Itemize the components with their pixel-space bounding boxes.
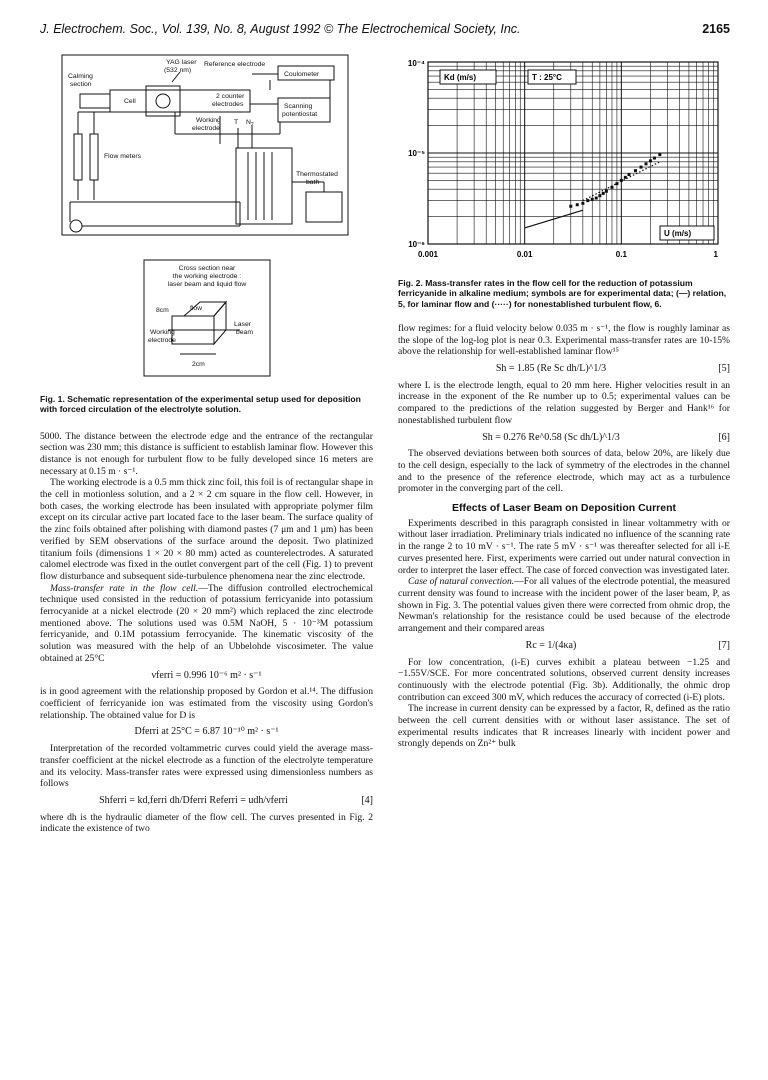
fig2-caption: Fig. 2. Mass-transfer rates in the flow cell for the reduction of potassium ferricyanide in alkaline medium; symbols are for experimental data; (—) relation, 5, for laminar flow and (·····) for nonestablished turbulent flow, 6. [398,277,727,309]
equation-7 [398,640,730,652]
x-tick-label: 1 [713,250,718,259]
data-point [602,192,605,195]
chart-ylabel: Kd (m/s) [444,73,476,82]
fig1-working-electrode-label: electrode [192,125,220,132]
y-tick-label: 10⁻⁶ [408,240,425,249]
data-point [598,194,601,197]
y-tick-label: 10⁻⁴ [407,59,425,68]
fig1-cs-line2: the working electrode : [172,273,242,280]
left-paragraph-3 [40,583,373,665]
running-header [40,22,730,36]
left-paragraph-4: is in good agreement with the relationship proposed by Gordon et al.¹⁴. The diffusion coefficient of ferricyanide ion was estimated from the viscosity using Gordon's relationship. The obtained value for D is [40,686,373,721]
equation-diffusion-expr: Dferri at 25°C = 6.87 10⁻¹⁰ m² · s⁻¹ [134,726,279,738]
right-paragraph-4: Experiments described in this paragraph consisted in linear voltammetry with or without laser irradiation. Preliminary trials indicated no influence of the scanning rate in the range 2 to 10 mV · s⁻¹. The rate 5 mV · s⁻¹ was thereafter selected for all i-E curves presented here. First, experiments were carried out under natural convection in order to interpret the laser effect. The case of forced convection was investigated later. [398,517,730,576]
right-paragraph-5-text: —For all values of the electrode potential, the measured current density was found to increase with the incident power of the laser beam, P, as shown in Fig. 3. The potential values given there were corrected from ohmic drop, the Newman's relationship for the resistance could be used because of the electrode arrangement and their compared areas [398,576,730,635]
fig1-flow-label: flow [190,305,203,312]
right-column [398,52,730,750]
fig1-2cm-label: 2cm [192,361,205,368]
section-heading: Effects of Laser Beam on Deposition Current [451,502,677,515]
fig1-yag-label: YAG laser [166,59,197,66]
fig1-cs-line3: laser beam and liquid flow [167,281,247,288]
fig1-flow-meters-label: Flow meters [104,153,142,160]
fig1-beam-label: beam [236,329,254,336]
data-point [569,205,572,208]
x-tick-label: 0.01 [516,250,533,259]
fig1-n2-label: $N_2$ [246,119,254,128]
y-tick-label: 10⁻⁵ [408,149,425,158]
data-point [658,153,661,156]
fig1-laser-label: Laser [234,321,252,328]
equation-diffusion [40,726,373,738]
equation-5-number: [5] [718,363,730,375]
equation-5-expr: Sh = 1.85 (Re Sc dh/L)^1/3 [495,363,607,375]
data-point [576,203,579,206]
x-tick-label: 0.001 [417,250,439,259]
fig1-electrodes-label: electrodes [212,101,244,108]
chart-x-ticks [418,250,719,259]
chart-xlabel: U (m/s) [664,229,692,238]
equation-6 [398,432,730,444]
data-point [645,162,648,165]
figure-2 [398,52,730,309]
fig1-scanning-label: Scanning [284,103,313,110]
equation-4-number: [4] [361,794,373,806]
fig1-we-electrode-label: electrode [148,337,176,344]
fig1-counter-label: 2 counter [216,93,245,100]
left-body [40,431,373,836]
fig1-coulometer-label: Coulometer [284,71,320,78]
equation-5 [398,363,730,375]
fig1-cs-line1: Cross section near [178,265,236,272]
data-point [586,199,589,202]
fig1-cell-label: Cell [124,98,136,105]
fig1-section-label: section [70,81,92,88]
equation-4 [40,795,373,807]
left-paragraph-1: 5000. The distance between the electrode edge and the entrance of the rectangular section was 230 mm; this distance is sufficient to establish laminar flow. However this distance is not enough for turbulent flow to be fully developed since 16 meters are necessary at 0.15 m · s⁻¹. [40,430,373,477]
right-paragraph-3: The observed deviations between both sources of data, below 20%, are likely due to the cell design, especially to the lack of symmetry of the electrodes in the channel and to the presence of the reference electrode, which may act as a turbulence promoter in the converging part of the cell. [398,448,730,495]
right-paragraph-2: where L is the electrode length, equal to 20 mm here. Higher velocities result in an increase in the exponent of the Re number up to 0.5; experimental values can be compared to the predictions of the relation suggested by Berger and Hank¹⁶ for nonestablished turbulent flow [398,379,730,426]
left-paragraph-5: Interpretation of the recorded voltammetric curves could yield the average mass-transfer coefficient at the nickel electrode as a function of the electrolyte temperature and its velocity. Mass-transfer rates were expressed using dimensionless numbers as follows [40,743,373,790]
right-paragraph-7: The increase in current density can be expressed by a factor, R, defined as the ratio between the cell current densities with or without laser assistance. The set of experimental results indicates that R increases linearly with incident power and strongly depends on Zn²⁺ bulk [398,703,730,750]
page-number: 2165 [702,22,730,36]
fig1-ref-label: Reference electrode [204,61,266,68]
fig1-calming-label: Calming [68,73,93,80]
fig1-t-label: T [234,119,239,126]
fig1-we-label: Working [150,329,175,336]
left-column [40,52,373,835]
equation-viscosity [40,670,373,682]
right-paragraph-6: For low concentration, (i-E) curves exhibit a plateau between −1.25 and −1.55V/SCE. For more concentrated solutions, observed current density increases continuously with the electrode potential (Fig. 3b). Additionally, the ohmic drop contribution can exceed 300 mV, which reduces the accuracy of corrected (i-E) plots. [398,656,730,703]
data-point [649,159,652,162]
x-tick-label: 0.1 [615,250,627,259]
left-paragraph-6: where dh is the hydraulic diameter of the flow cell. The curves presented in Fig. 2 indicate the existence of two [40,811,373,835]
data-point [581,202,584,205]
equation-7-number: [7] [718,639,730,651]
fig1-bath-label: bath [306,179,320,186]
fig2-mass-transfer-chart [398,52,730,272]
fig1-frame [62,55,348,235]
right-paragraph-1: flow regimes: for a fluid velocity below 0.035 m · s⁻¹, the flow is roughly laminar as the slope of the log-log plot is near 0.3. Experimental mass-transfer rates are 10-15% above the relationship for well-established laminar flow¹⁵ [398,322,730,358]
data-point [627,173,630,176]
equation-6-expr: Sh = 0.276 Re^0.58 (Sc dh/L)^1/3 [482,431,620,443]
data-point [640,166,643,169]
equation-viscosity-expr: νferri = 0.996 10⁻⁶ m² · s⁻¹ [151,669,262,681]
equation-6-number: [6] [718,431,730,443]
equation-7-expr: Rc = 1/(4κa) [525,639,577,651]
data-point [591,198,594,201]
fig1-caption: Fig. 1. Schematic representation of the experimental setup used for deposition with forced circulation of the electrolyte solution. [40,393,361,415]
fig1-8cm-label: 8cm [156,307,169,314]
fig1-setup-diagram [40,52,373,384]
data-point [653,157,656,160]
chart-grid [428,62,718,244]
left-paragraph-2: The working electrode is a 0.5 mm thick zinc foil, this foil is of rectangular shape in the cell in motionless solution, and a 2 × 2 cm square in the flow cell. However, in both cases, the working electrode has been insulated with appropriate polymer film except on its circular active part located face to the laser beam. The surface quality of the zinc foils obtained after polishing with diamond pastes (7 μm and 1 μm) has been verified by SEM observations of the surface around the deposit. Two platinized titanium foils (dimensions 1 × 20 × 80 mm) acted as counterelectrodes. A saturated calomel electrode was fixed in the outlet convergent part of the cell (Fig. 1) to prevent flow disturbance and subsequent side-turbulence phenomena near the zinc electrode. [40,477,373,582]
natural-convection-subhead: Case of natural convection. [408,576,515,588]
fig1-working-label: Working [196,117,221,124]
chart-y-ticks [408,59,425,249]
data-point [605,190,608,193]
fig1-yag-nm-label: (532 nm) [164,67,192,74]
journal-citation: J. Electrochem. Soc., Vol. 139, No. 8, August 1992 © The Electrochemical Society, Inc. [40,22,521,36]
figure-1 [40,52,373,415]
left-paragraph-3-text: —The diffusion controlled electrochemical technique used consisted in the reduction of potassium ferricyanide into potassium ferrocyanide at a nickel electrode (20 × 20 mm²) which replaced the zinc electrode mentioned above. The solutions used was 0.5M NaOH, 5 · 10⁻³M potassium ferricyanide, and 0.1M potassium ferrocyanide. The kinematic viscosity of the solution was measured with the help of an Ubbelohde viscosimeter. The value obtained at 25°C [40,582,373,664]
chart-annotation: T : 25°C [532,73,562,82]
data-point [595,197,598,200]
data-point [624,176,627,179]
right-body [398,323,730,750]
mass-transfer-subhead: Mass-transfer rate in the flow cell. [50,582,199,594]
right-paragraph-5 [398,576,730,635]
equation-4-expr: Shferri = kd,ferri dh/Dferri Referri = udh/νferri [99,794,288,806]
fig1-potentiostat-label: potentiostat [282,111,318,118]
fig1-thermostated-label: Thermostated [296,171,338,178]
data-point [634,169,637,172]
